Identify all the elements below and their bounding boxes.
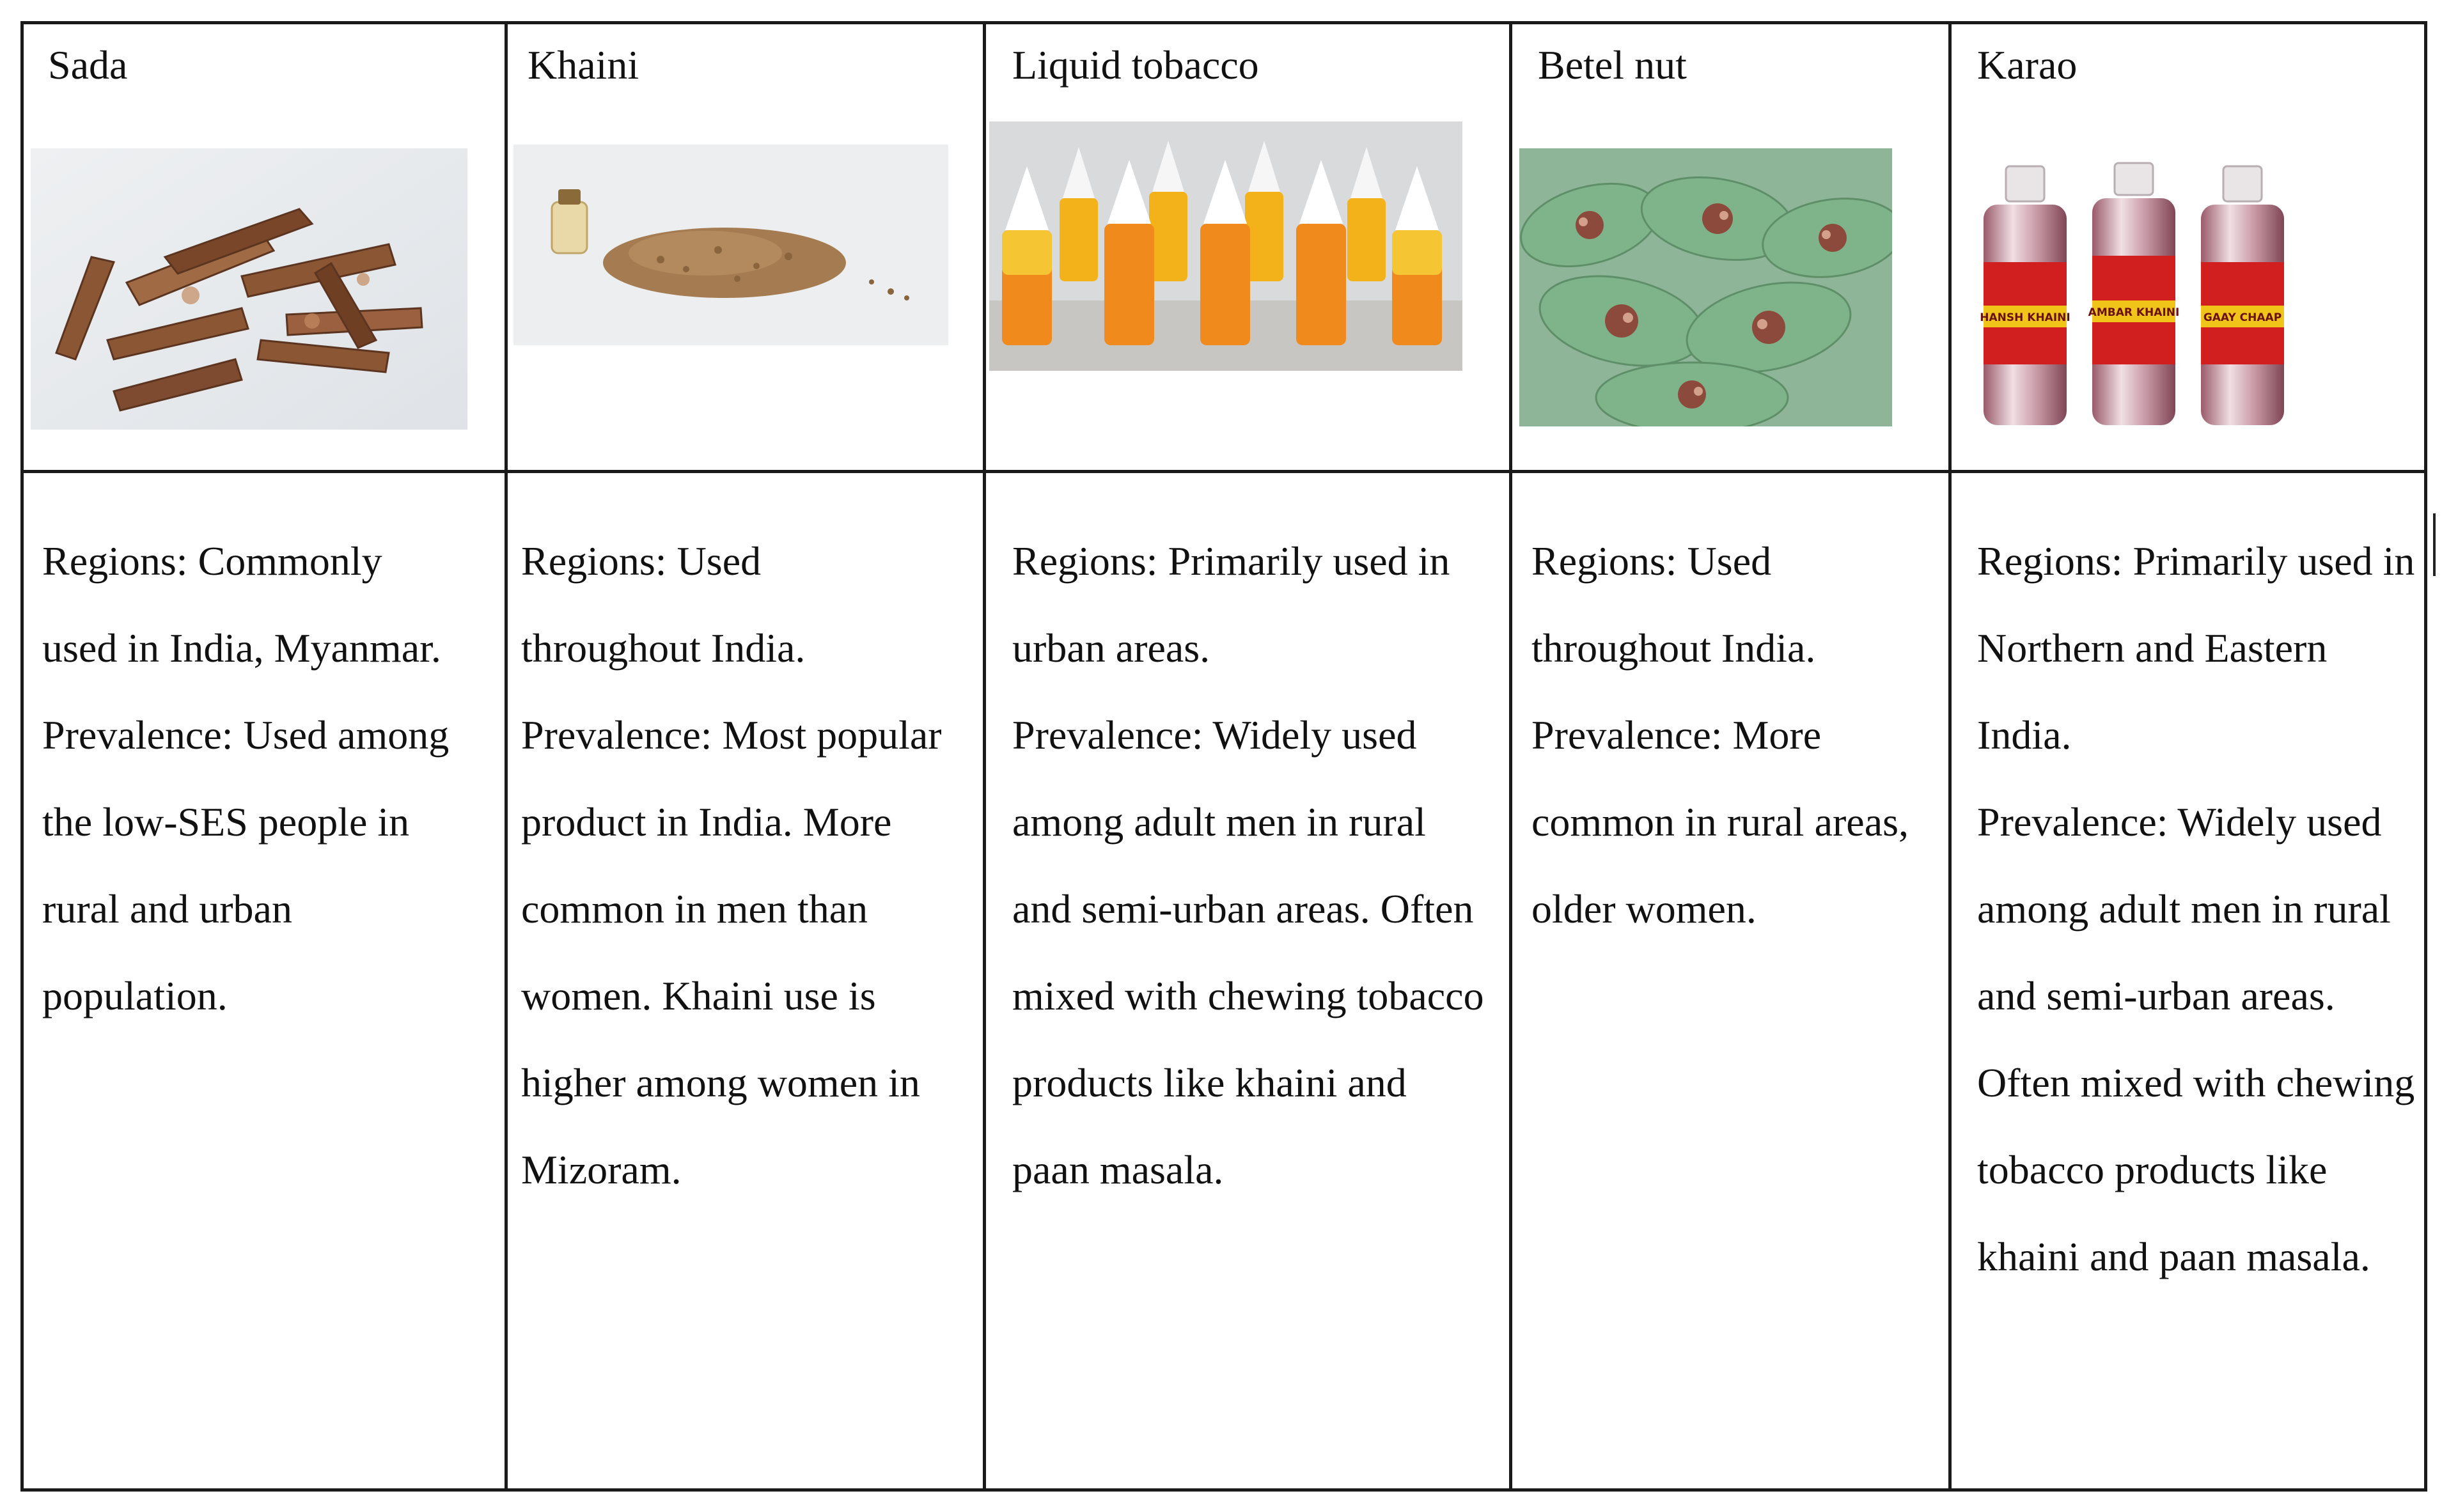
column-title-liquid-tobacco: Liquid tobacco [1012,42,1259,88]
khaini-prevalence: Prevalence: Most popular product in India. More common in men than women. Khaini use is higher among women in Mizoram. [521,712,942,1192]
betel-nut-prevalence: Prevalence: More common in rural areas, older women. [1531,712,1909,931]
sada-tobacco-leaves-photo [31,148,467,430]
column-divider [505,24,508,1488]
column-divider [1509,24,1512,1488]
betel-nut-regions: Regions: Used throughout India. [1531,538,1816,671]
khaini-regions: Regions: Used throughout India. [521,538,806,671]
column-title-khaini: Khaini [528,42,639,88]
liquid-tobacco-bottles-photo [989,121,1462,371]
karao-description [1977,518,2418,1300]
karao-bottle-label: GAAY CHAAP [2203,311,2282,324]
betel-nut-description [1531,518,1928,953]
liquid-tobacco-prevalence: Prevalence: Widely used among adult men in rural and semi-urban areas. Often mixed with chewing tobacco products like khaini and paan masala. [1012,712,1484,1192]
karao-bottle-label: HANSH KHAINI [1980,311,2070,324]
text-cursor-mark [2433,513,2436,576]
liquid-tobacco-regions: Regions: Primarily used in urban areas. [1012,538,1450,671]
column-title-karao: Karao [1977,42,2078,88]
betel-nut-leaves-photo [1519,148,1892,426]
column-divider [1948,24,1952,1488]
sada-prevalence: Prevalence: Used among the low-SES people in rural and urban population. [42,712,450,1018]
khaini-description [521,518,943,1213]
column-divider [983,24,986,1488]
karao-regions: Regions: Primarily used in Northern and Eastern India. [1977,538,2415,758]
column-title-betel-nut: Betel nut [1538,42,1687,88]
karao-prevalence: Prevalence: Widely used among adult men in rural and semi-urban areas. Often mixed with chewing tobacco products like khaini and paan masala. [1977,799,2415,1279]
sada-regions: Regions: Commonly used in India, Myanmar. [42,538,441,671]
khaini-tobacco-photo [513,144,948,345]
liquid-tobacco-description [1012,518,1485,1213]
row-divider [24,470,2424,473]
sada-description [42,518,458,1040]
karao-bottle-label: AMBAR KHAINI [2088,306,2180,319]
column-title-sada: Sada [48,42,128,88]
karao-bottles-photo [1977,160,2297,435]
